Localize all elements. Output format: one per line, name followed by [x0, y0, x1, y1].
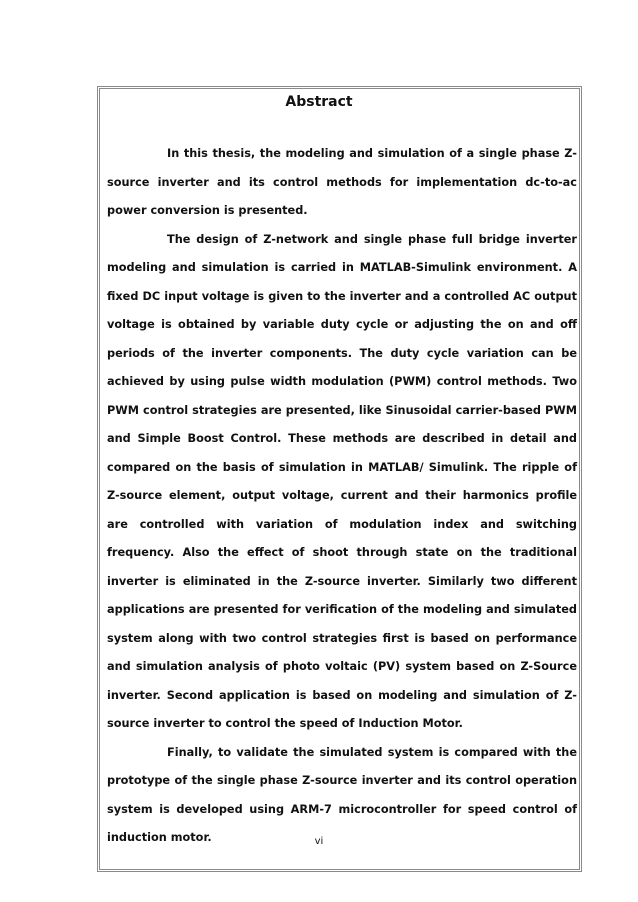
page-title: Abstract	[285, 94, 353, 110]
page-number: vi	[314, 836, 324, 847]
abstract-paragraph-1: In this thesis, the modeling and simulation of a single phase Z-source inverter and its control methods for implementation dc-to-ac power conversion is presented.	[107, 147, 577, 217]
abstract-paragraph-3: Finally, to validate the simulated system is compared with the prototype of the single phase Z-source inverter and its control operation system is developed using ARM-7 microcontroller for speed control of induction motor.	[107, 745, 577, 844]
abstract-paragraph-2: The design of Z-network and single phase full bridge inverter modeling and simulation is carried in MATLAB-Simulink environment. A fixed DC input voltage is given to the inverter and a controlled AC output voltage is obtained by variable duty cycle or adjusting the on and off periods of the inverter components. The duty cycle variation can be achieved by using pulse width modulation (PWM) control methods. Two PWM control strategies are presented, like Sinusoidal carrier-based PWM and Simple Boost Control. These methods are described in detail and compared on the basis of simulation in MATLAB/ Simulink. The ripple of Z-source element, output voltage, current and their harmonics profile are controlled with variation of modulation index and switching frequency. Also the effect of shoot through state on the traditional inverter is eliminated in the Z-source inverter. Similarly two different applications are presented for verification of the modeling and simulated system along with two control strategies first is based on performance and simulation analysis of photo voltaic (PV) system based on Z-Source inverter. Second application is based on modeling and simulation of Z-source inverter to control the speed of Induction Motor.	[107, 232, 577, 730]
abstract-body	[107, 140, 577, 853]
